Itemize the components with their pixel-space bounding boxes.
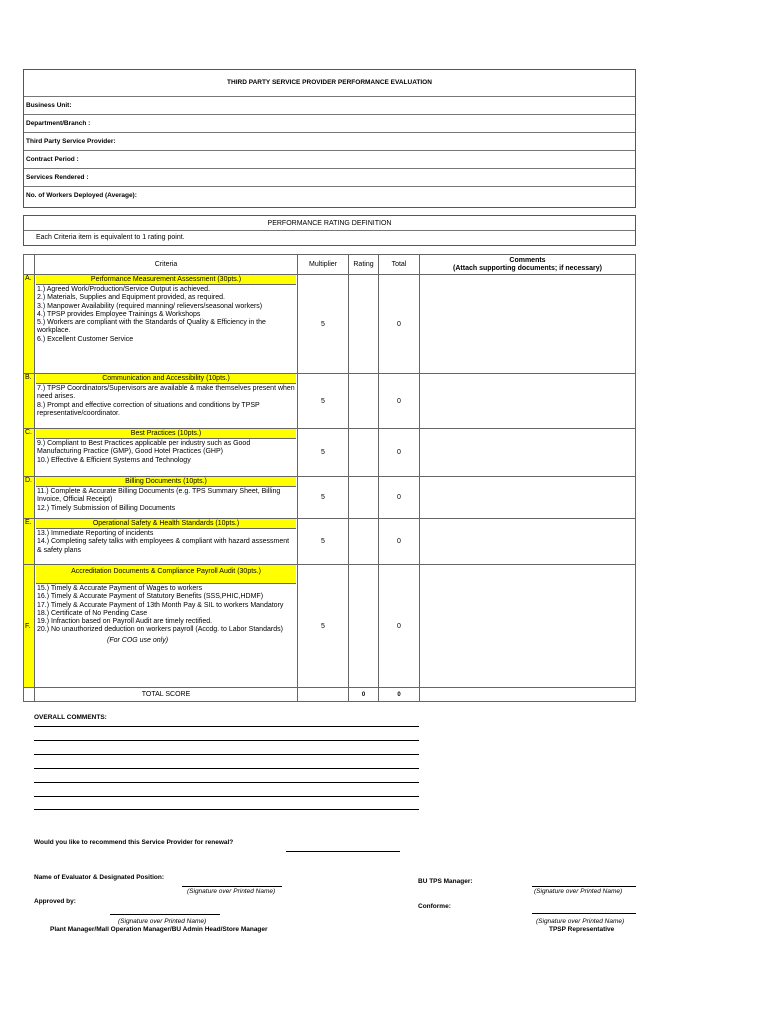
approver-title: Plant Manager/Mall Operation Manager/BU Admin Head/Store Manager: [50, 926, 268, 933]
bu-tps-signature-caption: (Signature over Printed Name): [534, 888, 623, 895]
section-row-d: [24, 477, 636, 519]
section-letter: C.: [24, 429, 35, 477]
rating-cell[interactable]: [349, 519, 379, 565]
rating-cell[interactable]: [349, 275, 379, 374]
rating-definition-title: PERFORMANCE RATING DEFINITION: [267, 220, 392, 227]
section-row-b: [24, 374, 636, 429]
multiplier-cell: 5: [298, 477, 349, 519]
section-title: Best Practices (10pts.): [36, 429, 296, 439]
field-department: Department/Branch :: [26, 120, 91, 127]
field-contract-period: Contract Period :: [26, 156, 79, 163]
header-criteria: Criteria: [35, 255, 298, 275]
header-block: [23, 69, 636, 208]
comment-line[interactable]: [34, 809, 419, 810]
comments-cell[interactable]: [420, 429, 636, 477]
total-score-label: TOTAL SCORE: [35, 688, 298, 702]
rating-cell[interactable]: [349, 429, 379, 477]
overall-comments-label: OVERALL COMMENTS:: [34, 714, 107, 721]
conforme-signature-line[interactable]: [532, 913, 636, 914]
bu-tps-signature-line[interactable]: [532, 886, 636, 887]
total-score-row: [24, 688, 636, 702]
approver-signature-line[interactable]: [110, 914, 220, 915]
field-services-rendered: Services Rendered :: [26, 174, 89, 181]
comments-cell[interactable]: [420, 519, 636, 565]
field-business-unit: Business Unit:: [26, 102, 72, 109]
section-letter: D.: [24, 477, 35, 519]
section-title: Billing Documents (10pts.): [36, 477, 296, 487]
rating-cell[interactable]: [349, 477, 379, 519]
approved-by-label: Approved by:: [34, 898, 76, 905]
rating-definition: [23, 215, 636, 246]
evaluator-signature-caption: (Signature over Printed Name): [187, 888, 276, 895]
multiplier-cell: 5: [298, 429, 349, 477]
evaluation-table: [23, 254, 636, 702]
header-multiplier: Multiplier: [298, 255, 349, 275]
criteria-items: 9.) Compliant to Best Practices applicable per industry such as Good Manufacturing Practice (GMP), Good Hotel Practices (GHP) 10.) Effective & Efficient Systems and Technology: [37, 440, 251, 464]
rating-cell[interactable]: [349, 374, 379, 429]
comment-line[interactable]: [34, 796, 419, 797]
field-service-provider: Third Party Service Provider:: [26, 138, 116, 145]
form-title: THIRD PARTY SERVICE PROVIDER PERFORMANCE EVALUATION: [227, 79, 432, 86]
total-cell: 0: [379, 374, 420, 429]
rating-cell[interactable]: [349, 565, 379, 688]
section-title: Operational Safety & Health Standards (10pts.): [36, 519, 296, 529]
section-letter: A.: [24, 275, 35, 374]
rating-definition-text: Each Criteria item is equivalent to 1 rating point.: [36, 234, 185, 241]
conforme-label: Conforme:: [418, 903, 451, 910]
multiplier-cell: 5: [298, 565, 349, 688]
comment-line[interactable]: [34, 726, 419, 727]
section-letter: F.: [24, 565, 35, 688]
header-comments: Comments (Attach supporting documents; if necessary): [420, 255, 636, 275]
bu-tps-manager-label: BU TPS Manager:: [418, 878, 473, 885]
section-title: Performance Measurement Assessment (30pts.): [36, 275, 296, 285]
comments-cell[interactable]: [420, 275, 636, 374]
section-row-e: [24, 519, 636, 565]
field-workers-deployed: No. of Workers Deployed (Average):: [26, 192, 137, 199]
recommend-answer-line[interactable]: [286, 851, 400, 852]
tpsp-representative-title: TPSP Representative: [549, 926, 615, 933]
cog-note: (For COG use only): [107, 636, 169, 644]
comments-cell[interactable]: [420, 565, 636, 688]
comments-cell[interactable]: [420, 477, 636, 519]
multiplier-cell: 5: [298, 519, 349, 565]
section-title: Accreditation Documents & Compliance Payroll Audit (30pts.): [36, 565, 296, 584]
comments-cell[interactable]: [420, 374, 636, 429]
criteria-items: 13.) Immediate Reporting of incidents 14.) Completing safety talks with employees & compliant with hazard assessment & safety plans: [37, 530, 290, 554]
total-cell: 0: [379, 429, 420, 477]
header-rating: Rating: [349, 255, 379, 275]
criteria-items: 1.) Agreed Work/Production/Service Output is achieved. 2.) Materials, Supplies and Equipment provided, as required. 3.) Manpower Availability (required manning/ relievers/seasonal workers) 4.) TPSP provides Employee Trainings & Workshops 5.) Workers are compliant with the Standards of Quality & Efficiency in the workplace. 6.) Excellent Customer Service: [37, 286, 266, 343]
criteria-items: 11.) Complete & Accurate Billing Documents (e.g. TPS Summary Sheet, Billing Invoice, Official Receipt) 12.) Timely Submission of Billing Documents: [37, 488, 281, 512]
total-cell: 0: [379, 519, 420, 565]
multiplier-cell: 5: [298, 275, 349, 374]
section-row-c: [24, 429, 636, 477]
total-cell: 0: [379, 565, 420, 688]
recommend-question: Would you like to recommend this Service Provider for renewal?: [34, 839, 234, 846]
evaluator-label: Name of Evaluator & Designated Position:: [34, 874, 165, 881]
section-letter: E.: [24, 519, 35, 565]
criteria-items: 15.) Timely & Accurate Payment of Wages to workers 16.) Timely & Accurate Payment of Statutory Benefits (SSS,PHIC,HDMF) 17.) Timely & Accurate Payment of 13th Month Pay & SIL to workers Mandatory 18.) Certificate of No Pending Case 19.) Infraction based on Payroll Audit are timely rectified. 20.) No unauthorized deduction on workers payroll (Accdg. to Labor Standards): [37, 585, 284, 634]
evaluator-signature-line[interactable]: [182, 886, 282, 887]
conforme-signature-caption: (Signature over Printed Name): [536, 918, 625, 925]
approver-signature-caption: (Signature over Printed Name): [118, 918, 207, 925]
total-total: 0: [379, 688, 420, 702]
header-total: Total: [379, 255, 420, 275]
total-cell: 0: [379, 477, 420, 519]
criteria-items: 7.) TPSP Coordinators/Supervisors are available & make themselves present when need arises. 8.) Prompt and effective correction of situations and conditions by TPSP representative/coordinator.: [37, 385, 295, 417]
section-letter: B.: [24, 374, 35, 429]
section-row-a: [24, 275, 636, 374]
multiplier-cell: 5: [298, 374, 349, 429]
comment-line[interactable]: [34, 768, 419, 769]
total-cell: 0: [379, 275, 420, 374]
section-row-f: [24, 565, 636, 688]
comment-line[interactable]: [34, 754, 419, 755]
section-title: Communication and Accessibility (10pts.): [36, 374, 296, 384]
total-rating: 0: [349, 688, 379, 702]
comment-line[interactable]: [34, 782, 419, 783]
comment-line[interactable]: [34, 740, 419, 741]
